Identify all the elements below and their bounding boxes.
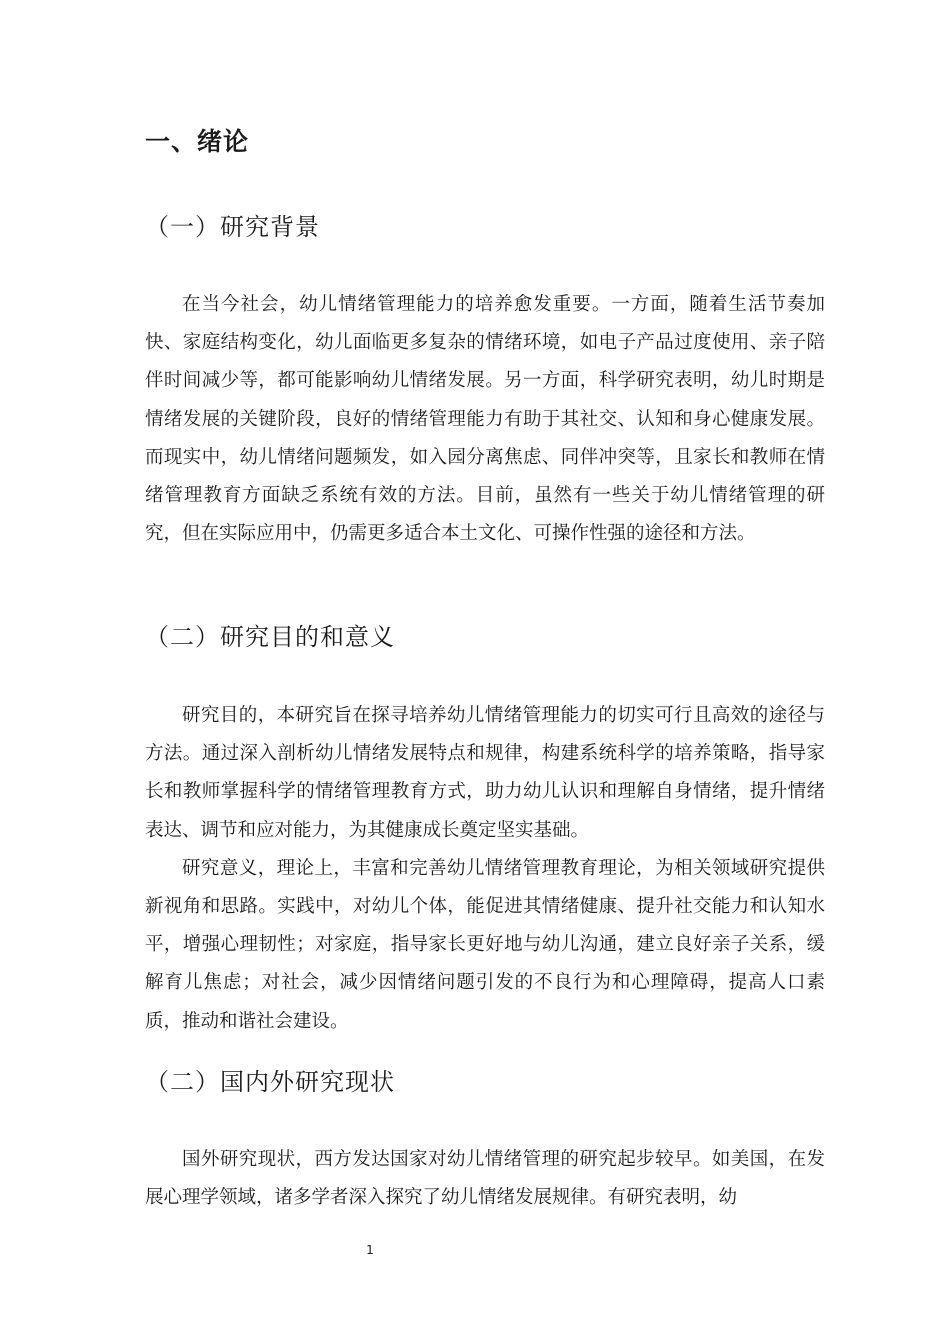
section-heading-purpose: （二）研究目的和意义 <box>145 623 395 651</box>
section-body-background <box>145 286 825 553</box>
section-body-purpose <box>145 697 825 1041</box>
section-heading-research-status: （二）国内外研究现状 <box>145 1068 395 1096</box>
section-heading-background: （一）研究背景 <box>145 213 320 241</box>
paragraph: 研究目的，本研究旨在探寻培养幼儿情绪管理能力的切实可行且高效的途径与方法。通过深入剖析幼儿情绪发展特点和规律，构建系统科学的培养策略，指导家长和教师掌握科学的情绪管理教育方式，助力幼儿认识和理解自身情绪，提升情绪表达、调节和应对能力，为其健康成长奠定坚实基础。 <box>145 705 825 841</box>
paragraph: 在当今社会，幼儿情绪管理能力的培养愈发重要。一方面，随着生活节奏加快、家庭结构变化，幼儿面临更多复杂的情绪环境，如电子产品过度使用、亲子陪伴时间减少等，都可能影响幼儿情绪发展。另一方面，科学研究表明，幼儿时期是情绪发展的关键阶段，良好的情绪管理能力有助于其社交、认知和身心健康发展。而现实中，幼儿情绪问题频发，如入园分离焦虑、同伴冲突等，且家长和教师在情绪管理教育方面缺乏系统有效的方法。目前，虽然有一些关于幼儿情绪管理的研究，但在实际应用中，仍需更多适合本土文化、可操作性强的途径和方法。 <box>145 294 825 545</box>
page-number: 1 <box>366 1243 374 1257</box>
paragraph: 研究意义，理论上，丰富和完善幼儿情绪管理教育理论，为相关领域研究提供新视角和思路。实践中，对幼儿个体，能促进其情绪健康、提升社交能力和认知水平，增强心理韧性；对家庭，指导家长更好地与幼儿沟通，建立良好亲子关系，缓解育儿焦虑；对社会，减少因情绪问题引发的不良行为和心理障碍，提高人口素质，推动和谐社会建设。 <box>145 857 825 1032</box>
section-body-research-status <box>145 1141 825 1217</box>
chapter-title: 一、绪论 <box>145 127 250 156</box>
paragraph: 国外研究现状，西方发达国家对幼儿情绪管理的研究起步较早。如美国，在发展心理学领域，诸多学者深入探究了幼儿情绪发展规律。有研究表明，幼 <box>145 1149 825 1209</box>
